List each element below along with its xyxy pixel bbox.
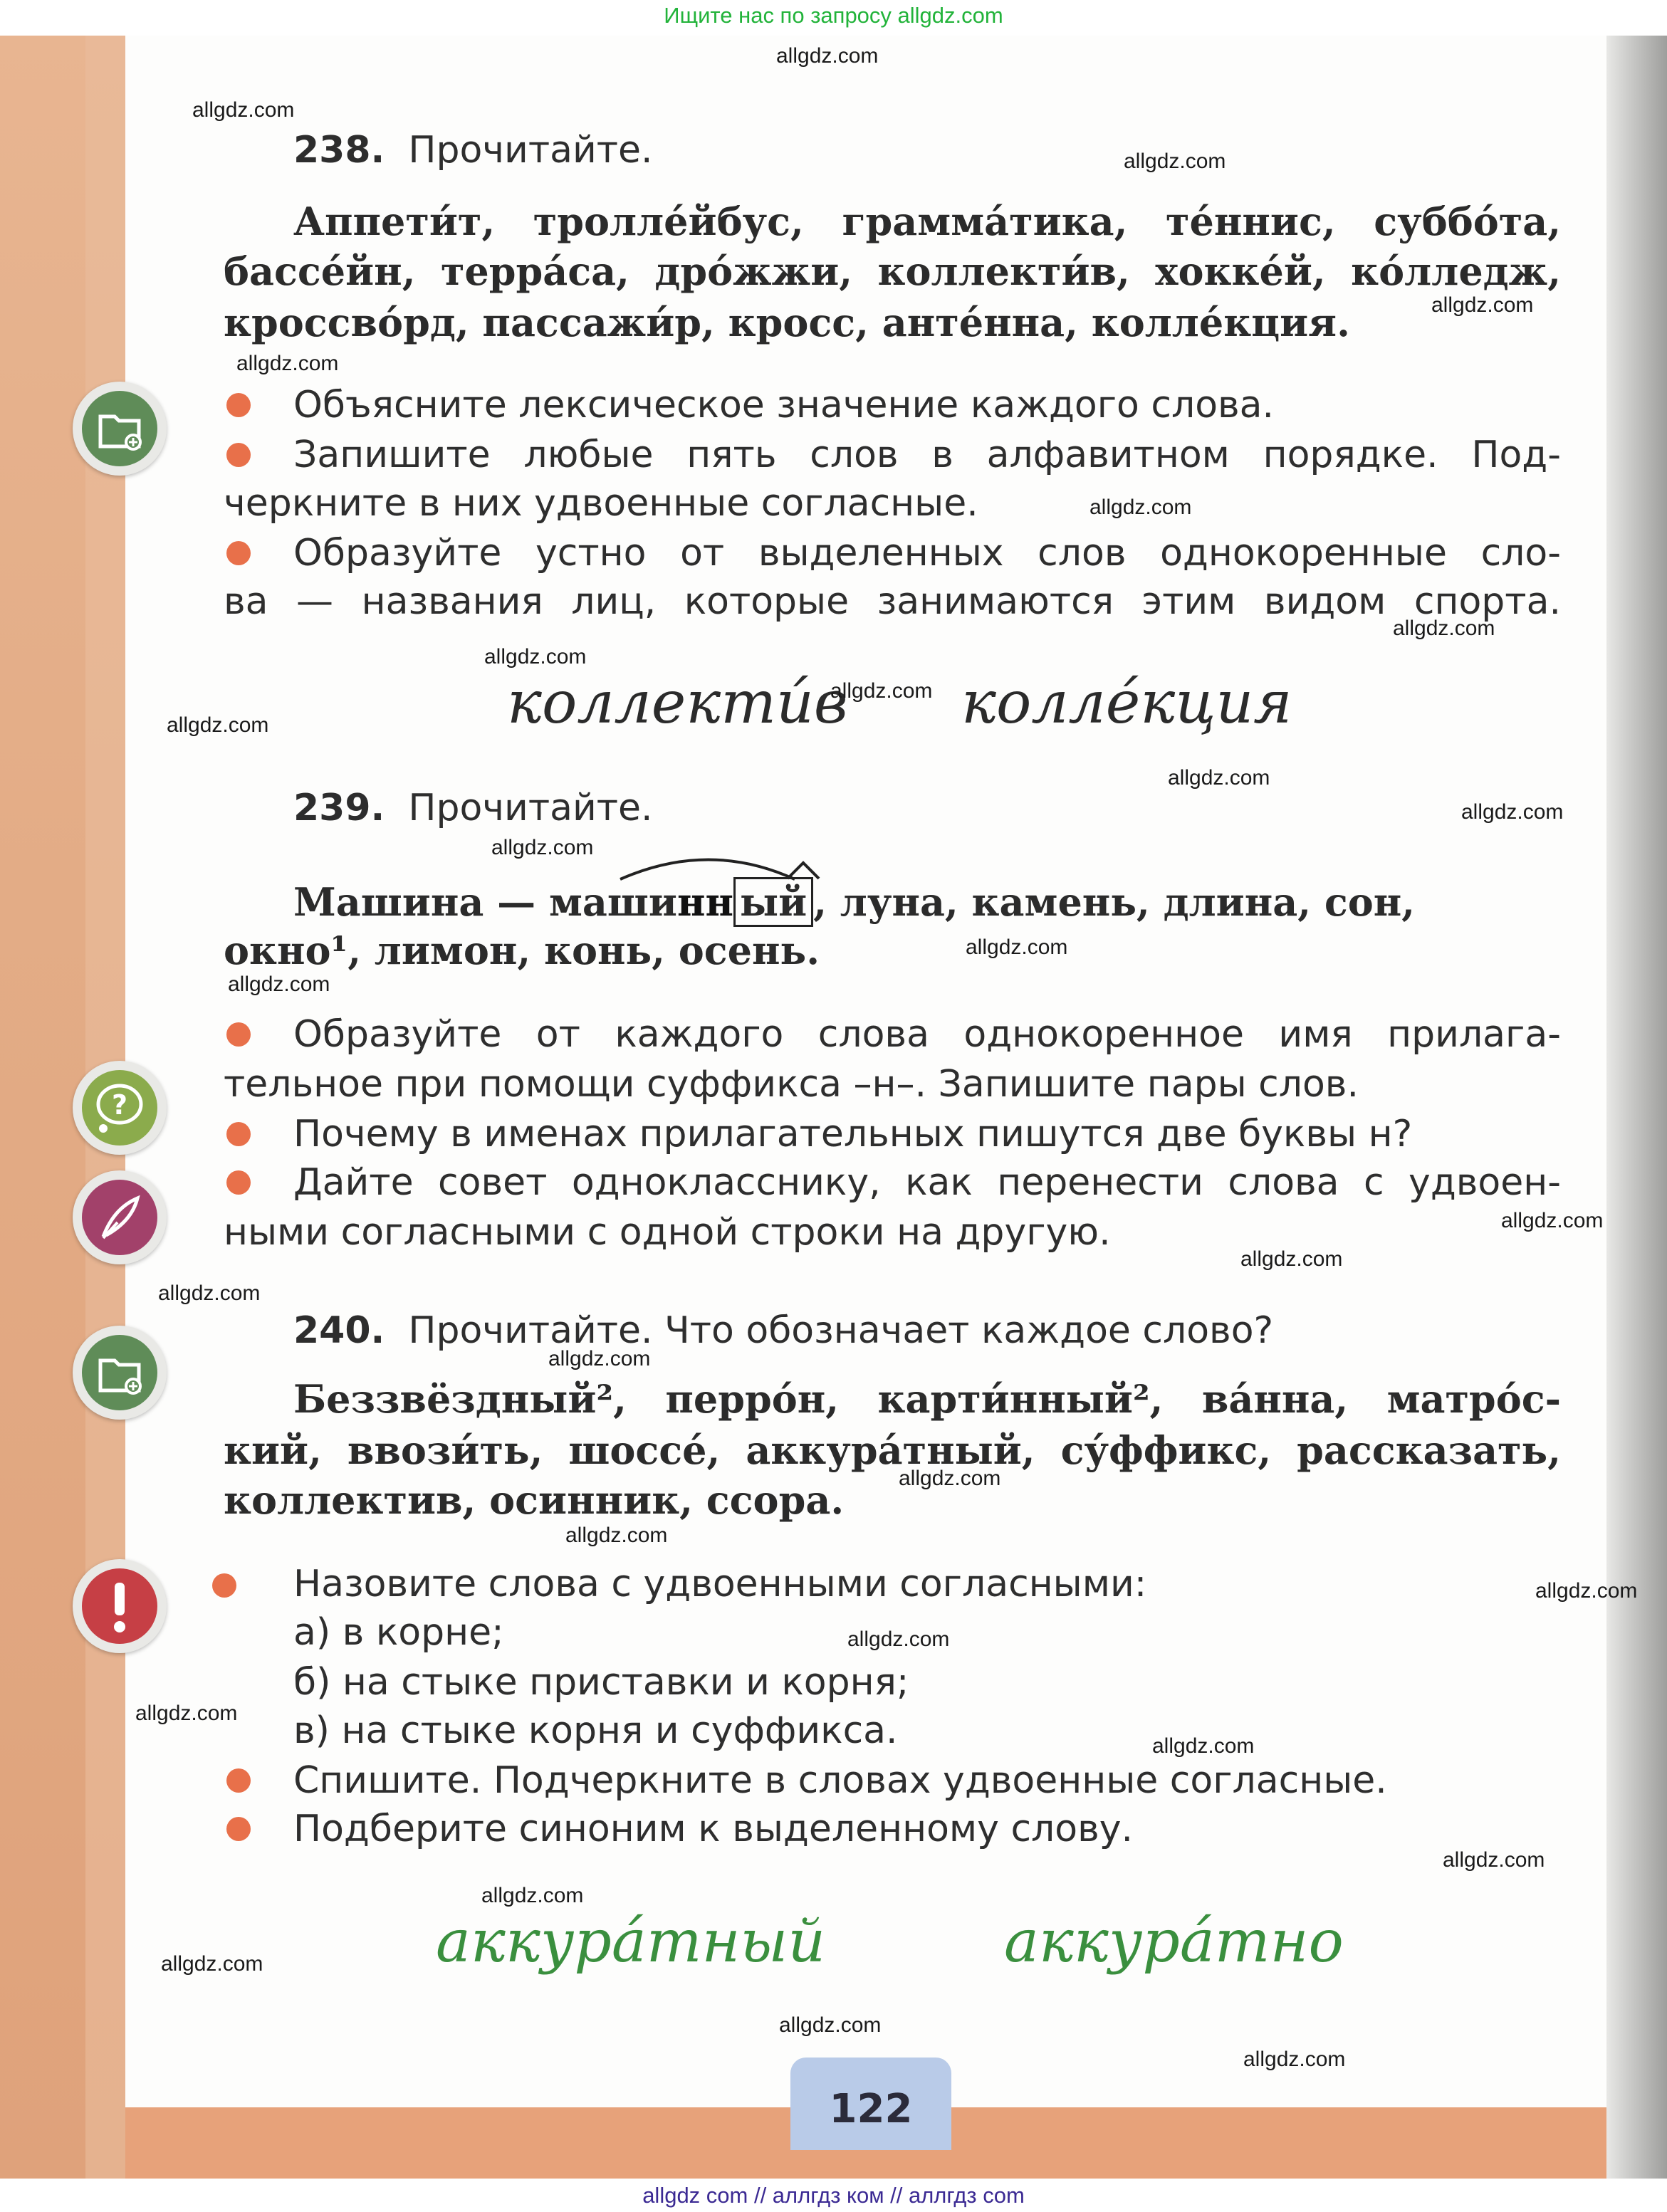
ex239-header	[293, 783, 653, 833]
bullet	[226, 393, 251, 417]
bullet	[226, 541, 251, 565]
page-curl	[1606, 36, 1667, 2179]
bullet	[226, 1170, 251, 1195]
feather-pen-icon	[73, 1170, 167, 1264]
ex238-number: 238.	[293, 129, 385, 172]
ex240-task-2: Спишите. Подчеркните в словах удвоенные согласные.	[293, 1759, 1387, 1802]
question-bubble-icon	[73, 1061, 167, 1155]
ex238-header	[293, 125, 653, 175]
watermark: allgdz.com	[1443, 1848, 1545, 1872]
ex239-task-3b: ными согласными с одной строки на другую.	[224, 1211, 1111, 1254]
watermark: allgdz.com	[1168, 766, 1270, 790]
ex239-ending-box: ый	[733, 877, 813, 927]
ex240-task-1b: б) на стыке приставки и корня;	[293, 1661, 909, 1704]
ex238-words-line-1: Аппети́т, тролле́йбус, грамма́тика, те́ннис, суббо́та,	[293, 199, 1561, 244]
folder-plus-icon	[73, 382, 167, 476]
watermark: allgdz.com	[167, 713, 269, 737]
ex238-title: Прочитайте.	[408, 129, 653, 172]
watermark: allgdz.com	[158, 1281, 261, 1305]
ex240-task-3: Подберите синоним к выделенному слову.	[293, 1808, 1134, 1850]
bullet	[226, 443, 251, 467]
watermark: allgdz.com	[135, 1702, 238, 1725]
ex239-task-2: Почему в именах прилагательных пишутся две буквы н?	[293, 1113, 1413, 1155]
svg-text:?: ?	[111, 1089, 128, 1121]
watermark: allgdz.com	[1535, 1579, 1638, 1603]
ex239-double-n: нн	[676, 879, 734, 925]
ex238-handwriting-1: коллекти́в	[507, 669, 848, 737]
page-number: 122	[829, 2086, 913, 2132]
ex240-words-line-2: кий, ввози́ть, шоссе́, аккура́тный, су́ффикс, рассказать,	[224, 1427, 1561, 1473]
bullet	[226, 1768, 251, 1793]
watermark: allgdz.com	[192, 98, 295, 122]
ex240-task-1a: а) в корне;	[293, 1611, 504, 1654]
watermark: allgdz.com	[236, 352, 339, 375]
watermark: allgdz.com	[1461, 800, 1564, 824]
ex238-words-line-2: бассе́йн, терра́са, дро́жжи, коллекти́в, хокке́й, ко́лледж,	[224, 248, 1561, 294]
watermark: allgdz.com	[548, 1347, 651, 1370]
ex240-title: Прочитайте. Что обозначает каждое слово?	[408, 1309, 1274, 1352]
ex238-task-2b: черкните в них удвоенные согласные.	[224, 482, 978, 525]
watermark: allgdz.com	[1152, 1734, 1255, 1758]
watermark: allgdz.com	[1124, 150, 1226, 173]
ex240-words-line-3: коллектив, осинник, ссора.	[224, 1477, 845, 1523]
bullet	[226, 1122, 251, 1146]
ex240-handwriting-2: аккура́тно	[1004, 1908, 1344, 1976]
watermark: allgdz.com	[779, 2013, 882, 2037]
ex238-task-3a: Образуйте устно от выделенных слов однокоренные сло-	[293, 532, 1561, 575]
bullet	[226, 1022, 251, 1047]
ex240-number: 240.	[293, 1309, 385, 1352]
ex240-words-line-1: Беззвёздный², перро́н, карти́нный², ва́нна, матро́с-	[293, 1376, 1561, 1422]
ex239-title: Прочитайте.	[408, 787, 653, 829]
watermark: allgdz.com	[830, 679, 933, 703]
watermark: allgdz.com	[161, 1952, 263, 1976]
ex239-number: 239.	[293, 787, 385, 829]
ex238-words-line-3: кроссво́рд, пассажи́р, кросс, анте́нна, колле́кция.	[224, 300, 1350, 345]
ex240-task-1: Назовите слова с удвоенными согласными:	[293, 1563, 1147, 1605]
footer-links[interactable]: allgdz com // аллгдз ком // аллгдз com	[642, 2183, 1025, 2208]
watermark: allgdz.com	[1089, 496, 1192, 519]
watermark: allgdz.com	[481, 1884, 584, 1907]
top-banner-link[interactable]: Ищите нас по запросу allgdz.com	[664, 3, 1003, 28]
watermark: allgdz.com	[847, 1627, 950, 1651]
watermark: allgdz.com	[491, 836, 594, 859]
ex238-task-2a: Запишите любые пять слов в алфавитном порядке. Под-	[293, 434, 1561, 476]
ex239-words-line-2: окно¹, лимон, конь, осень.	[224, 928, 820, 973]
ex239-task-1a: Образуйте от каждого слова однокоренное имя прилага-	[293, 1013, 1561, 1056]
ex239-word-mashina: Машина —	[293, 879, 549, 925]
bullet	[212, 1573, 236, 1598]
watermark: allgdz.com	[899, 1467, 1001, 1490]
watermark: allgdz.com	[776, 44, 879, 68]
ex239-task-1b: тельное при помощи суффикса –н–. Запишите пары слов.	[224, 1063, 1359, 1106]
ex238-handwriting-2: колле́кция	[961, 669, 1292, 737]
watermark: allgdz.com	[1243, 2048, 1346, 2071]
ex240-handwriting-1: аккура́тный	[436, 1908, 826, 1976]
watermark: allgdz.com	[228, 973, 330, 996]
folder-plus-icon	[73, 1326, 167, 1420]
watermark: allgdz.com	[1393, 617, 1495, 640]
ex240-header	[293, 1306, 1273, 1356]
ex240-task-1c: в) на стыке корня и суффикса.	[293, 1709, 898, 1752]
ex238-task-1: Объясните лексическое значение каждого слова.	[293, 384, 1275, 426]
watermark: allgdz.com	[565, 1524, 668, 1547]
ex239-root: маши	[548, 879, 677, 925]
bullet	[226, 1817, 251, 1841]
watermark: allgdz.com	[966, 935, 1068, 959]
exclamation-icon	[73, 1559, 167, 1653]
ex239-words-line-1	[293, 877, 1415, 927]
ex239-task-3a: Дайте совет однокласснику, как перенести слова с удвоен-	[293, 1161, 1561, 1204]
ex238-task-3b: ва — названия лиц, которые занимаются этим видом спорта.	[224, 580, 1561, 623]
watermark: allgdz.com	[1240, 1247, 1343, 1271]
watermark: allgdz.com	[484, 645, 587, 669]
ex239-words-rest: , луна, камень, длина, сон,	[813, 879, 1416, 925]
watermark: allgdz.com	[1431, 293, 1534, 317]
watermark: allgdz.com	[1501, 1209, 1604, 1232]
